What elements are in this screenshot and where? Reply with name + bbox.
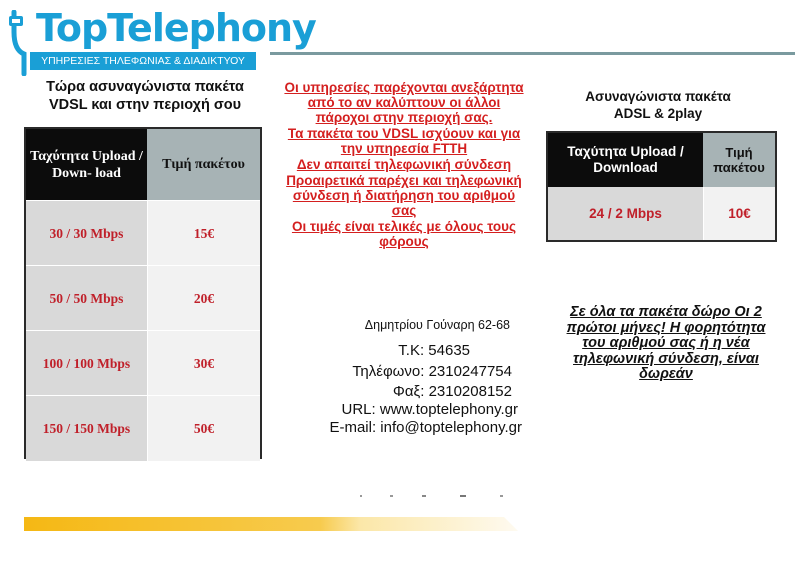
price-cell: 20€	[147, 266, 260, 331]
price-cell: 15€	[147, 201, 260, 266]
logo-subtitle: ΥΠΗΡΕΣΙΕΣ ΤΗΛΕΦΩΝΙΑΣ & ΔΙΑΔΙΚΤΥΟΥ	[30, 52, 256, 70]
contact-url: URL: www.toptelephony.gr	[341, 401, 518, 418]
note-no-line: Δεν απαιτεί τηλεφωνική σύνδεση	[296, 157, 512, 172]
service-notes	[282, 80, 526, 250]
vdsl-speed-header: Ταχύτητα Upload / Down- load	[26, 129, 147, 200]
contact-postal: Τ.Κ: 54635	[398, 342, 470, 359]
adsl-heading-line1: Ασυναγώνιστα πακέτα	[585, 89, 731, 104]
price-cell: 50€	[147, 396, 260, 461]
header-divider	[270, 52, 795, 55]
footer-bar	[24, 517, 776, 531]
contact-email: E-mail: info@toptelephony.gr	[329, 419, 522, 436]
logo	[8, 6, 316, 76]
speed-cell: 100 / 100 Mbps	[26, 331, 147, 396]
speed-cell: 24 / 2 Mbps	[548, 187, 703, 240]
logo-title: TopTelephony	[36, 6, 316, 50]
speed-cell: 50 / 50 Mbps	[26, 266, 147, 331]
adsl-price-header: Τιμή πακέτου	[703, 133, 775, 187]
price-cell: 30€	[147, 331, 260, 396]
contact-fax: Φαξ: 2310208152	[392, 383, 512, 400]
speed-cell: 150 / 150 Mbps	[26, 396, 147, 461]
adsl-speed-header: Ταχύτητα Upload / Download	[548, 133, 703, 187]
speed-cell: 30 / 30 Mbps	[26, 201, 147, 266]
vdsl-price-header: Τιμή πακέτου	[147, 129, 260, 200]
contact-address: Δημητρίου Γούναρη 62-68	[364, 318, 510, 332]
table-row	[26, 265, 260, 331]
adsl-heading	[548, 88, 768, 122]
adsl-price-table	[546, 131, 777, 242]
note-ftth: Τα πακέτα του VDSL ισχύουν και για την υπηρεσία FTTH	[287, 126, 521, 156]
note-optional-phone: Προαιρετικά παρέχει και τηλεφωνική σύνδεση ή διατήρηση του αριθμού σας	[286, 173, 522, 218]
promo-text: Σε όλα τα πακέτα δώρο Οι 2 πρώτοι μήνες! Η φορητότητα του αριθμού σας ή η νέα τηλεφωνική σύνδεση, είναι δωρεάν	[566, 304, 766, 382]
contact-phone: Τηλέφωνο: 2310247754	[352, 363, 512, 380]
note-final-prices: Οι τιμές είναι τελικές με όλους τους φόρους	[291, 219, 517, 249]
table-row	[26, 395, 260, 461]
vdsl-price-table	[24, 127, 262, 459]
vdsl-heading-line1: Τώρα ασυναγώνιστα πακέτα	[46, 79, 244, 95]
table-row	[26, 200, 260, 266]
note-independent: Οι υπηρεσίες παρέχονται ανεξάρτητα από το αν καλύπτουν οι άλλοι πάροχοι στην περιοχή σας.	[284, 80, 524, 125]
table-row	[26, 330, 260, 396]
adsl-heading-line2: ADSL & 2play	[613, 106, 703, 121]
footer-dots	[360, 494, 540, 498]
vdsl-heading-line2: VDSL και στην περιοχή σου	[48, 97, 242, 113]
price-cell: 10€	[703, 187, 775, 240]
vdsl-heading	[20, 78, 270, 114]
